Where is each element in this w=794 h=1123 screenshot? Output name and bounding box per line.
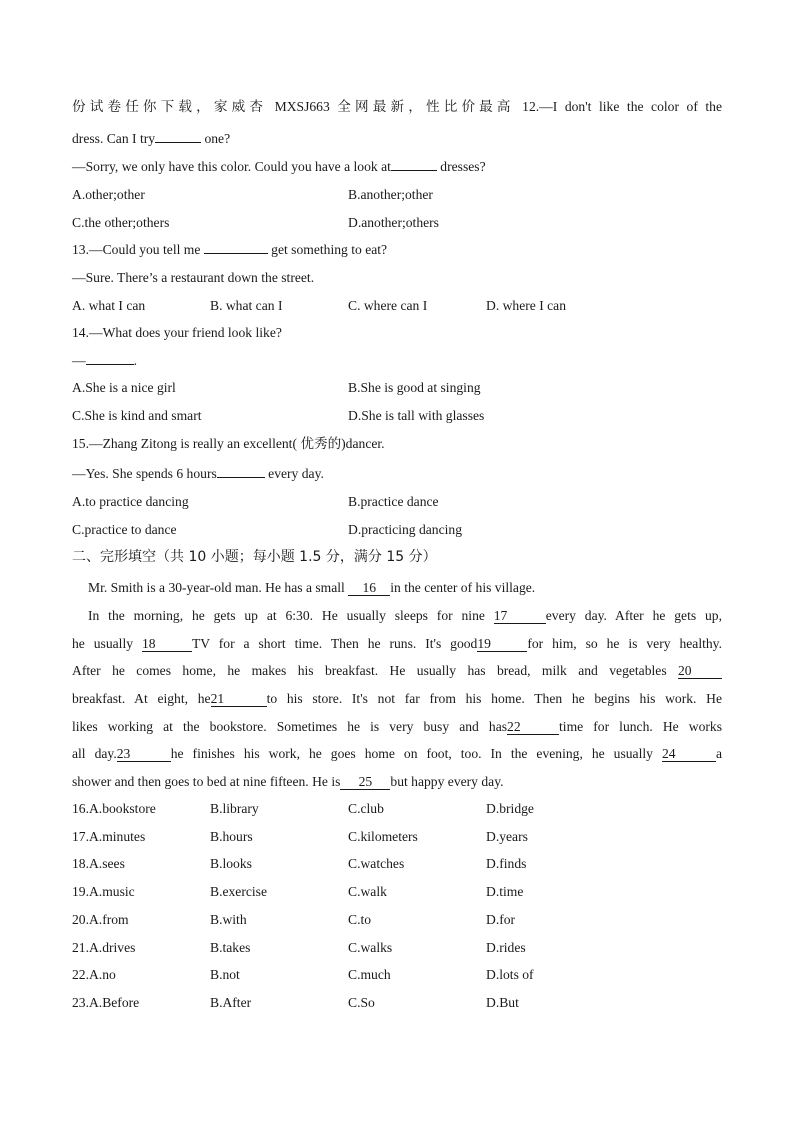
blank-21: 21	[211, 691, 267, 707]
blank-24: 24	[662, 746, 716, 762]
passage-line-3	[72, 636, 722, 652]
passage-line-1	[88, 580, 535, 596]
passage-text: time for lunch. He works	[559, 719, 722, 734]
cloze-option: 16.A.bookstore	[72, 801, 156, 816]
passage-text: he finishes his work, he goes home on foot, too. In the evening, he usually	[170, 746, 662, 761]
cloze-option: D.rides	[486, 940, 526, 955]
q15-line1: 15.—Zhang Zitong is really an excellent( 优秀的)dancer.	[72, 436, 385, 451]
q12-option-b: B.another;other	[348, 187, 433, 202]
cloze-option: C.club	[348, 801, 384, 816]
passage-text: shower and then goes to bed at nine fifteen. He is	[72, 774, 341, 789]
cloze-option: 23.A.Before	[72, 995, 140, 1010]
cloze-option: D.finds	[486, 856, 527, 871]
passage-text: likes working at the bookstore. Sometimes he is very busy and has	[72, 719, 508, 734]
q15-option-c: C.practice to dance	[72, 522, 177, 537]
q12-option-d: D.another;others	[348, 215, 439, 230]
blank-23: 23	[117, 746, 171, 762]
q14-line1: 14.—What does your friend look like?	[72, 325, 282, 340]
passage-text: all day.	[72, 746, 117, 761]
cloze-option: D.bridge	[486, 801, 534, 816]
blank-18: 18	[142, 636, 192, 652]
passage-text: Mr. Smith is a 30-year-old man. He has a small	[88, 580, 349, 595]
passage-line-5	[72, 691, 722, 707]
q12-line1: 份试卷任你下载，家威杏 MXSJ663 全网最新，性比价最高 12.—I don't like the color of the	[72, 99, 722, 114]
section2-heading: 二、完形填空（共 10 小题；每小题 1.5 分，满分 15 分）	[72, 549, 437, 565]
q15-option-b: B.practice dance	[348, 494, 439, 509]
q13-blank	[204, 253, 268, 254]
q12-blank-2	[391, 170, 437, 171]
cloze-option: D.lots of	[486, 967, 534, 982]
cloze-option: C.walks	[348, 940, 393, 955]
cloze-option: B.After	[210, 995, 252, 1010]
q13-line1-text: 13.—Could you tell me	[72, 242, 204, 257]
q14-option-d: D.She is tall with glasses	[348, 408, 485, 423]
passage-text: breakfast. At eight, he	[72, 691, 211, 706]
q12-option-a: A.other;other	[72, 187, 145, 202]
passage-line-7	[72, 746, 722, 762]
q12-line2	[72, 131, 230, 147]
cloze-option: C.much	[348, 967, 391, 982]
cloze-option: C.kilometers	[348, 829, 418, 844]
cloze-option: C.to	[348, 912, 372, 927]
cloze-option: B.with	[210, 912, 247, 927]
passage-text: every day. After he gets up,	[545, 608, 722, 623]
q13-option-b: B. what can I	[210, 298, 283, 313]
q13-option-d: D. where I can	[486, 298, 567, 313]
passage-text: After he comes home, he makes his breakfast. He usually has bread, milk and vegetables	[72, 663, 678, 678]
q12-option-c: C.the other;others	[72, 215, 170, 230]
cloze-option: 18.A.sees	[72, 856, 125, 871]
blank-17: 17	[494, 608, 546, 624]
q15-option-a: A.to practice dancing	[72, 494, 189, 509]
passage-text: In the morning, he gets up at 6:30. He usually sleeps for nine	[88, 608, 494, 623]
q14-blank	[86, 364, 134, 365]
cloze-option: 20.A.from	[72, 912, 129, 927]
q15-line2-tail: every day.	[264, 466, 324, 481]
q12-line3-text: —Sorry, we only have this color. Could you have a look at	[72, 159, 391, 174]
q15-line2-text: —Yes. She spends 6 hours	[72, 466, 217, 481]
passage-text: but happy every day.	[390, 774, 504, 789]
cloze-option: C.watches	[348, 856, 405, 871]
q13-line1-tail: get something to eat?	[267, 242, 388, 257]
q14-line2	[72, 353, 137, 369]
q12-line2-tail: one?	[201, 131, 231, 146]
blank-16: 16	[348, 580, 390, 596]
q13-line1	[72, 242, 387, 258]
blank-19: 19	[477, 636, 527, 652]
q12-line2-text: dress. Can I try	[72, 131, 156, 146]
passage-text: he usually	[72, 636, 142, 651]
cloze-option: 17.A.minutes	[72, 829, 146, 844]
passage-text: a	[715, 746, 722, 761]
cloze-option: D.time	[486, 884, 524, 899]
q15-line2	[72, 466, 324, 482]
q14-line2-tail: .	[133, 353, 137, 368]
q12-blank-1	[155, 142, 201, 143]
cloze-option: C.So	[348, 995, 375, 1010]
cloze-option: B.takes	[210, 940, 251, 955]
q12-line3-tail: dresses?	[436, 159, 486, 174]
q15-option-d: D.practicing dancing	[348, 522, 462, 537]
cloze-option: B.hours	[210, 829, 253, 844]
q14-option-b: B.She is good at singing	[348, 380, 481, 395]
cloze-option: C.walk	[348, 884, 387, 899]
passage-line-8	[72, 774, 504, 790]
passage-text: for him, so he is very healthy.	[527, 636, 722, 651]
cloze-option: D.But	[486, 995, 519, 1010]
cloze-option: 22.A.no	[72, 967, 116, 982]
passage-line-2	[88, 608, 722, 624]
passage-text: to his store. It's not far from his home. Then he begins his work. He	[266, 691, 722, 706]
passage-text: TV for a short time. Then he runs. It's good	[191, 636, 478, 651]
cloze-option: 19.A.music	[72, 884, 135, 899]
cloze-option: B.looks	[210, 856, 252, 871]
cloze-option: D.years	[486, 829, 528, 844]
passage-line-6	[72, 719, 722, 735]
q12-line3	[72, 159, 486, 175]
q13-option-c: C. where can I	[348, 298, 428, 313]
q13-option-a: A. what I can	[72, 298, 146, 313]
cloze-option: B.not	[210, 967, 240, 982]
cloze-option: B.library	[210, 801, 259, 816]
blank-22: 22	[507, 719, 559, 735]
passage-text: in the center of his village.	[390, 580, 536, 595]
q14-option-c: C.She is kind and smart	[72, 408, 202, 423]
q15-blank	[217, 477, 265, 478]
q14-option-a: A.She is a nice girl	[72, 380, 176, 395]
cloze-option: B.exercise	[210, 884, 267, 899]
blank-25: 25	[340, 774, 390, 790]
cloze-option: 21.A.drives	[72, 940, 136, 955]
passage-line-4	[72, 663, 722, 679]
cloze-option: D.for	[486, 912, 516, 927]
q14-line2-dash: —	[72, 353, 86, 368]
blank-20: 20	[678, 663, 722, 679]
q13-line2: —Sure. There’s a restaurant down the street.	[72, 270, 315, 285]
